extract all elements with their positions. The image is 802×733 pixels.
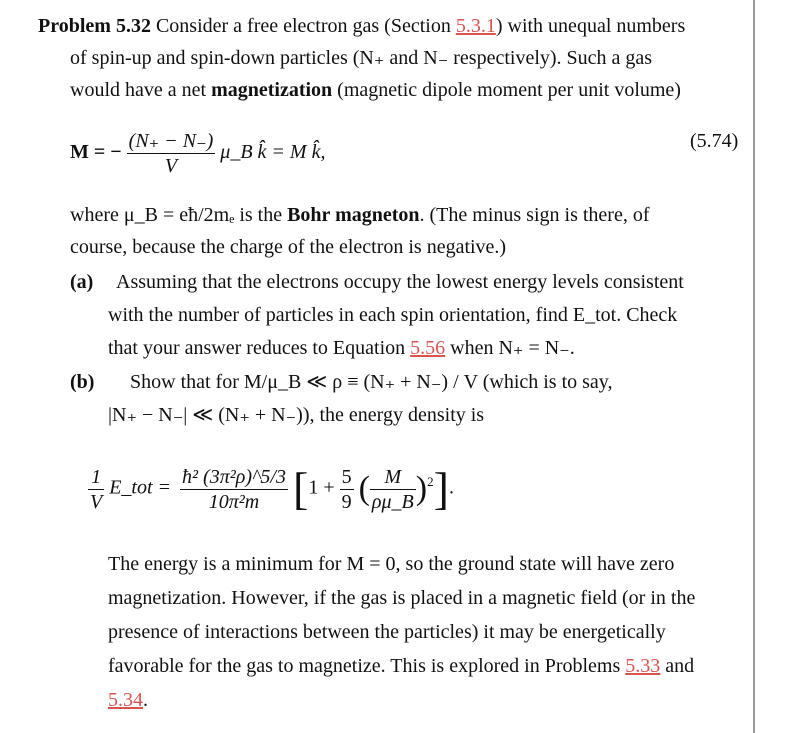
problem-5-34-link[interactable]: 5.34 — [108, 689, 143, 711]
energy-density-equation: $\frac{1}{V}$ E_tot = $\frac{\text{ħ² (3π²ρ)\textasciicircum{}5/3}}{\text{10π²m}}$ [1 + $\frac{5}{9}$ ( $\frac{M}{\rho\mu\_B}$ )$^2$]. — [90, 463, 454, 515]
equation-number: (5.74) — [690, 130, 739, 152]
conclusion-line-4: favorable for the gas to magnetize. This is explored in Problems 5.33 and — [108, 655, 695, 677]
part-b-label: (b) — [70, 371, 95, 393]
problem-line-2: of spin-up and spin-down particles (N₊ and N₋ respectively). Such a gas — [70, 47, 653, 69]
equation-5-56-link[interactable]: 5.56 — [410, 337, 446, 359]
problem-line-1: Problem 5.32 Consider a free electron gas (Section 5.3.1) with unequal numbers — [38, 15, 686, 37]
section-link[interactable]: 5.3.1 — [455, 15, 496, 37]
conclusion-line-2: magnetization. However, if the gas is placed in a magnetic field (or in the — [108, 587, 696, 609]
part-a-line-3: that your answer reduces to Equation 5.56 when N₊ = N₋. — [108, 337, 575, 359]
eq574-fraction: $\frac{(N_+ - N_-)}{V}$ — [128, 129, 214, 177]
conclusion-line-5: 5.34. — [108, 689, 148, 711]
part-b-line-1: Show that for M/μ_B ≪ ρ ≡ (N₊ + N₋) / V (which is to say, — [130, 371, 613, 393]
conclusion-line-3: presence of interactions between the particles) it may be energetically — [108, 621, 666, 643]
equation-5-74: M = − $\frac{(N_+ - N_-)}{V}$ μ_B k̂ = M k̂, — [70, 129, 326, 177]
page-margin-rule — [753, 0, 755, 733]
part-a-line-1: Assuming that the electrons occupy the lowest energy levels consistent — [116, 271, 684, 293]
problem-line-3: would have a net magnetization (magnetic dipole moment per unit volume) — [70, 79, 681, 101]
magnetization-term: magnetization — [211, 79, 333, 101]
problem-5-33-link[interactable]: 5.33 — [625, 655, 661, 677]
part-b-line-2: |N₊ − N₋| ≪ (N₊ + N₋)), the energy density is — [108, 404, 485, 426]
problem-label: Problem 5.32 — [38, 15, 151, 37]
part-a-line-2: with the number of particles in each spin orientation, find E_tot. Check — [108, 304, 678, 326]
bohr-magneton-term: Bohr magneton — [287, 204, 420, 226]
where-line-2: course, because the charge of the electron is negative.) — [70, 236, 507, 258]
where-line: where μ_B = eħ/2mₑ is the Bohr magneton. (The minus sign is there, of — [70, 204, 650, 226]
conclusion-line-1: The energy is a minimum for M = 0, so the ground state will have zero — [108, 553, 675, 575]
part-a-label: (a) — [70, 271, 94, 293]
